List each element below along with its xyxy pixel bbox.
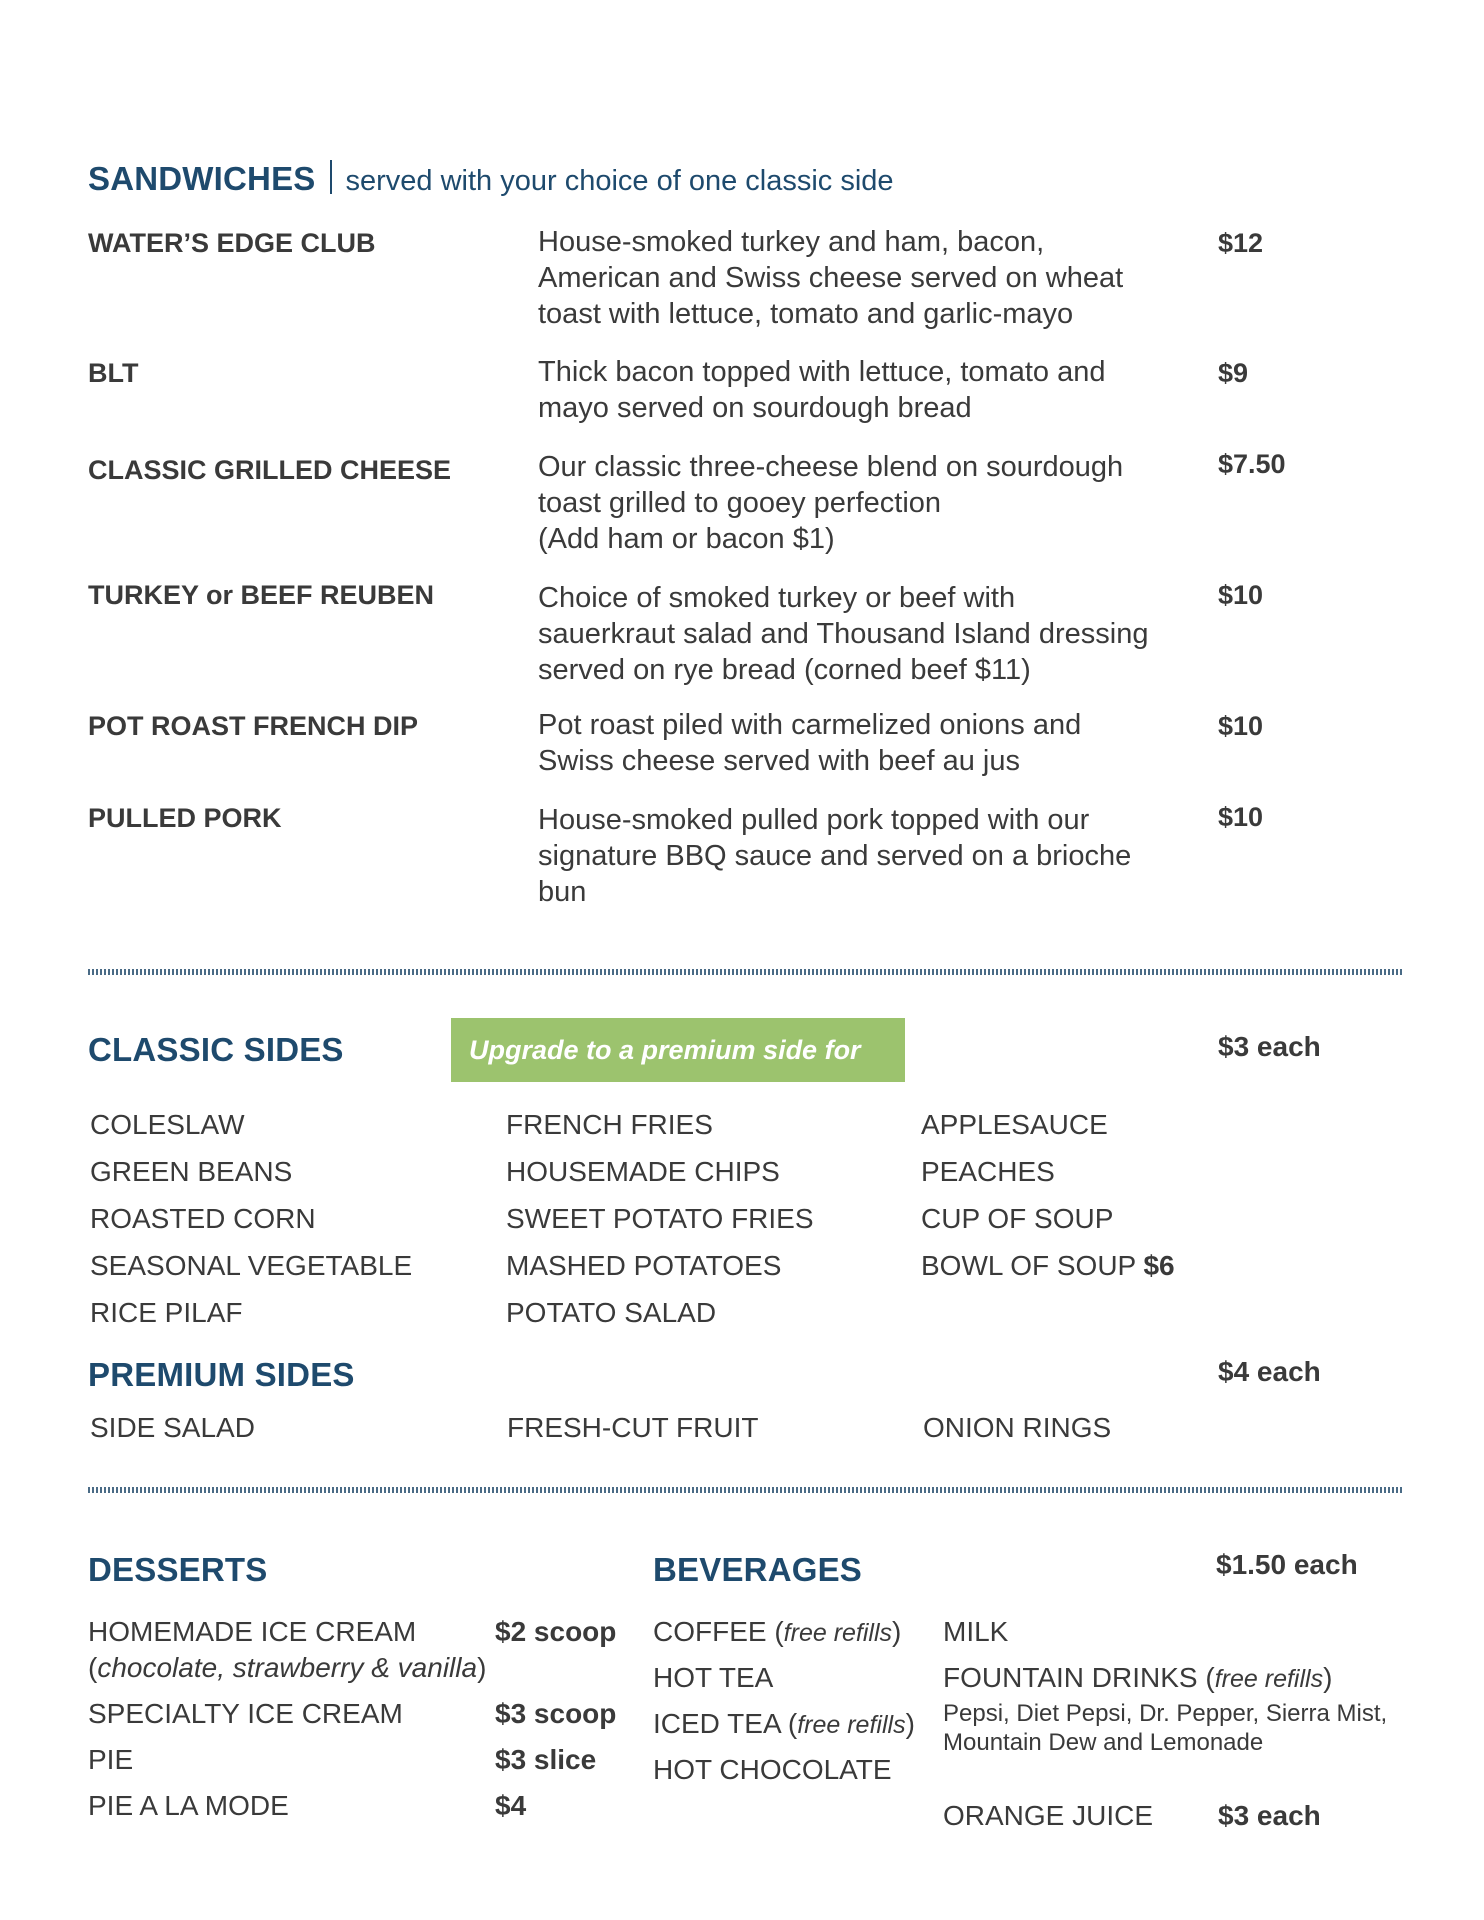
side-item: COLESLAW	[90, 1109, 245, 1140]
dessert-price: $2 scoop	[495, 1616, 617, 1647]
description-line: served on rye bread (corned beef $11)	[538, 654, 1031, 686]
flavor-list: chocolate, strawberry & vanilla	[97, 1652, 478, 1683]
side-item: RICE PILAF	[90, 1297, 243, 1328]
dessert-name: PIE A LA MODE	[88, 1790, 289, 1821]
sandwich-description	[538, 354, 1178, 426]
side-item: POTATO SALAD	[506, 1297, 717, 1328]
sandwich-name: PULLED PORK	[88, 803, 282, 833]
fountain-drink-list	[943, 1699, 1387, 1757]
side-item: ROASTED CORN	[90, 1203, 316, 1234]
beverages-price: $1.50 each	[1216, 1549, 1358, 1580]
refill-text: free refills	[783, 1619, 893, 1647]
title-separator	[330, 160, 332, 194]
beverage-orange-juice: ORANGE JUICE	[943, 1800, 1154, 1831]
sandwich-name: POT ROAST FRENCH DIP	[88, 711, 419, 741]
dessert-name: SPECIALTY ICE CREAM	[88, 1698, 403, 1729]
description-line: sauerkraut salad and Thousand Island dressing	[538, 618, 1149, 650]
side-item: APPLESAUCE	[921, 1109, 1108, 1140]
beverages-title: BEVERAGES	[653, 1551, 863, 1588]
sandwiches-header	[88, 160, 894, 198]
sandwich-name: TURKEY or BEEF REUBEN	[88, 580, 435, 610]
dessert-name: PIE	[88, 1744, 134, 1775]
beverage-label: ICED TEA	[653, 1708, 781, 1739]
description-line: Swiss cheese served with beef au jus	[538, 745, 1020, 777]
sandwich-price: $10	[1218, 802, 1264, 832]
sandwich-description	[538, 580, 1178, 688]
side-item: MASHED POTATOES	[506, 1250, 782, 1281]
beverage-coffee	[653, 1616, 901, 1648]
sandwich-price: $9	[1218, 358, 1249, 388]
sandwich-price: $10	[1218, 711, 1264, 741]
beverage-hot-chocolate: HOT CHOCOLATE	[653, 1754, 892, 1785]
dessert-price: $3 scoop	[495, 1698, 617, 1729]
beverage-label: FOUNTAIN DRINKS	[943, 1662, 1198, 1693]
sandwich-description	[538, 449, 1178, 557]
beverage-fountain-drinks	[943, 1662, 1332, 1694]
sandwich-price: $12	[1218, 228, 1264, 258]
sandwich-price: $10	[1218, 580, 1264, 610]
side-item: HOUSEMADE CHIPS	[506, 1156, 780, 1187]
beverage-milk: MILK	[943, 1616, 1009, 1647]
classic-sides-column-3	[921, 1101, 1175, 1289]
side-item-bowl-of-soup	[921, 1242, 1175, 1289]
premium-sides-price: $4 each	[1218, 1356, 1321, 1387]
beverage-hot-tea: HOT TEA	[653, 1662, 774, 1693]
sandwich-name: WATER’S EDGE CLUB	[88, 228, 376, 258]
fountain-drink-line: Mountain Dew and Lemonade	[943, 1729, 1264, 1756]
premium-side-item: FRESH-CUT FRUIT	[507, 1412, 759, 1443]
classic-sides-column-2	[506, 1101, 814, 1336]
premium-side-item: ONION RINGS	[923, 1412, 1112, 1443]
dessert-price: $3 slice	[495, 1744, 597, 1775]
side-item: GREEN BEANS	[90, 1156, 293, 1187]
beverage-label: COFFEE	[653, 1616, 767, 1647]
classic-sides-price: $3 each	[1218, 1031, 1321, 1062]
refill-note: (free refills)	[774, 1616, 902, 1647]
sandwich-name: CLASSIC GRILLED CHEESE	[88, 455, 452, 485]
upgrade-banner: Upgrade to a premium side for $1	[451, 1018, 905, 1082]
description-line: bun	[538, 876, 587, 908]
refill-text: free refills	[1214, 1665, 1324, 1693]
description-line: (Add ham or bacon $1)	[538, 523, 835, 555]
side-item: FRENCH FRIES	[506, 1109, 713, 1140]
section-divider	[88, 1487, 1404, 1493]
sandwiches-subtitle: served with your choice of one classic side	[345, 165, 894, 197]
orange-juice-price: $3 each	[1218, 1800, 1321, 1831]
description-line: toast grilled to gooey perfection	[538, 487, 942, 519]
refill-note: (free refills)	[787, 1708, 915, 1739]
description-line: Choice of smoked turkey or beef with	[538, 582, 1016, 614]
sandwich-description	[538, 224, 1178, 332]
side-item: PEACHES	[921, 1156, 1055, 1187]
refill-note: (free refills)	[1205, 1662, 1333, 1693]
description-line: House-smoked turkey and ham, bacon,	[538, 226, 1045, 258]
premium-side-item: SIDE SALAD	[90, 1412, 255, 1443]
sandwich-price: $7.50	[1218, 449, 1286, 479]
side-item: CUP OF SOUP	[921, 1203, 1114, 1234]
section-divider	[88, 969, 1404, 975]
dessert-price: $4	[495, 1790, 527, 1821]
description-line: mayo served on sourdough bread	[538, 392, 972, 424]
classic-sides-title: CLASSIC SIDES	[88, 1031, 344, 1068]
dessert-name: HOMEMADE ICE CREAM	[88, 1616, 417, 1647]
description-line: toast with lettuce, tomato and garlic-mayo	[538, 298, 1074, 330]
description-line: Thick bacon topped with lettuce, tomato and	[538, 356, 1106, 388]
side-item: SWEET POTATO FRIES	[506, 1203, 814, 1234]
side-item-label: BOWL OF SOUP	[921, 1250, 1136, 1281]
fountain-drink-line: Pepsi, Diet Pepsi, Dr. Pepper, Sierra Mist,	[943, 1700, 1388, 1727]
premium-sides-title: PREMIUM SIDES	[88, 1356, 355, 1393]
dessert-note: (chocolate, strawberry & vanilla)	[88, 1652, 487, 1683]
side-item-price: $6	[1143, 1250, 1175, 1281]
refill-text: free refills	[797, 1711, 906, 1739]
sandwich-name: BLT	[88, 358, 139, 388]
description-line: American and Swiss cheese served on wheat	[538, 262, 1124, 294]
beverage-iced-tea	[653, 1708, 915, 1740]
side-item: SEASONAL VEGETABLE	[90, 1250, 413, 1281]
sandwiches-title: SANDWICHES	[88, 160, 316, 197]
sandwich-description	[538, 802, 1178, 910]
description-line: Pot roast piled with carmelized onions and	[538, 709, 1082, 741]
desserts-title: DESSERTS	[88, 1551, 268, 1588]
sandwich-description	[538, 707, 1178, 779]
description-line: signature BBQ sauce and served on a brioche	[538, 840, 1132, 872]
description-line: House-smoked pulled pork topped with our	[538, 804, 1090, 836]
description-line: Our classic three-cheese blend on sourdough	[538, 451, 1124, 483]
classic-sides-column-1	[90, 1101, 412, 1336]
